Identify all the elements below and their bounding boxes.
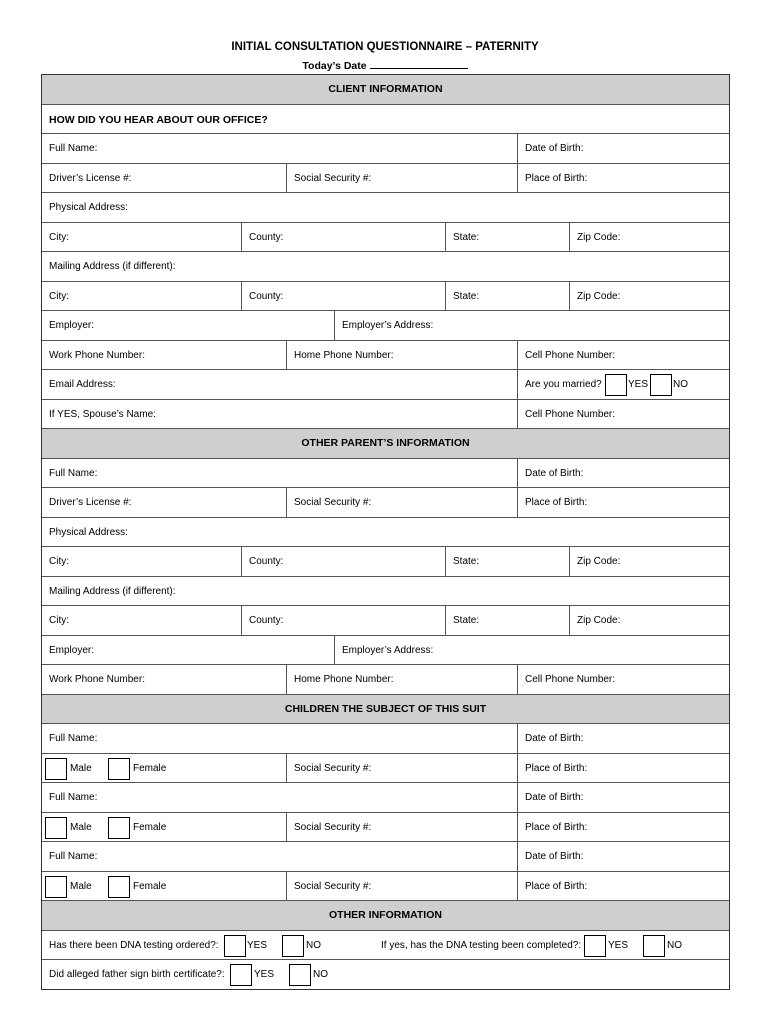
label: Full Name: [49,467,98,479]
married-cell [517,370,729,399]
label: City: [49,615,69,626]
label: Date of Birth: [525,143,584,154]
child-pob-field[interactable] [517,872,729,901]
label: Social Security #: [294,880,372,892]
yes-label: YES [247,939,268,951]
dna-completed-no-checkbox[interactable] [643,935,665,957]
label: City: [49,231,69,243]
city-field[interactable] [42,606,241,635]
client-email-row [42,370,729,400]
label: Social Security #: [294,821,372,833]
zip-field[interactable] [569,282,729,311]
label: If YES, Spouse’s Name: [49,408,156,420]
label: Date of Birth: [525,467,584,479]
label: Place of Birth: [525,880,588,892]
client-mailing-address-field[interactable] [42,252,729,282]
no-label: NO [306,939,321,951]
client-employer-row [42,311,729,341]
county-field[interactable] [241,282,446,311]
client-physical-address-field[interactable] [42,193,729,223]
county-field[interactable] [241,606,446,635]
spouse-name-field[interactable] [42,400,517,429]
state-field[interactable] [445,223,570,252]
parent-ssn-field[interactable] [286,488,518,517]
parent-dl-field[interactable] [42,488,286,517]
how-hear-label: HOW DID YOU HEAR ABOUT OUR OFFICE? [49,113,268,126]
female-label: Female [133,762,167,774]
married-no-checkbox[interactable] [650,374,672,396]
client-dl-field[interactable] [42,164,286,193]
label: Home Phone Number: [294,349,394,361]
gender-cell [42,813,286,842]
label: Place of Birth: [525,762,588,774]
label: Full Name: [49,733,98,744]
email-field[interactable] [42,370,517,399]
client-dob-field[interactable] [517,134,729,163]
label: County: [249,290,284,302]
zip-field[interactable] [569,547,729,576]
label: Mailing Address (if different): [49,585,176,597]
dna-testing-row [42,931,729,961]
todays-date [0,59,770,72]
home-phone-field[interactable] [286,341,518,370]
questionnaire-form [41,74,730,990]
yes-label: YES [254,969,275,980]
child-2-name-row [42,783,729,813]
parent-physical-address-field[interactable] [42,518,729,548]
label: Driver’s License #: [49,497,132,508]
child-full-name-field[interactable] [42,783,517,812]
child-ssn-field[interactable] [286,813,518,842]
birth-cert-label: Did alleged father sign birth certificate?: [49,969,225,980]
child-1-name-row [42,724,729,754]
work-phone-field[interactable] [42,665,286,694]
state-field[interactable] [445,282,570,311]
parent-dob-field[interactable] [517,459,729,488]
client-spouse-row [42,400,729,430]
label: Work Phone Number: [49,349,145,361]
label: Zip Code: [577,231,621,243]
employer-address-field[interactable] [334,311,729,340]
label: Zip Code: [577,615,621,626]
birth-cert-yes-checkbox[interactable] [230,964,252,986]
label: Zip Code: [577,290,621,302]
label: Full Name: [49,792,98,803]
city-field[interactable] [42,547,241,576]
male-checkbox[interactable] [45,817,67,839]
label: State: [453,290,480,302]
gender-cell [42,872,286,901]
male-label: Male [70,821,92,833]
zip-field[interactable] [569,606,729,635]
label: Email Address: [49,379,116,390]
parent-employer-row [42,636,729,666]
client-phone-row [42,341,729,371]
label: County: [249,231,284,243]
employer-field[interactable] [42,311,334,340]
section-title: OTHER INFORMATION [329,909,442,921]
parent-phone-row [42,665,729,695]
male-checkbox[interactable] [45,876,67,898]
no-label: NO [313,969,328,980]
parent-id-row [42,488,729,518]
label: Zip Code: [577,556,621,567]
cell-phone-field[interactable] [517,665,729,694]
label: Full Name: [49,143,98,154]
label: City: [49,290,69,302]
label: Full Name: [49,851,98,862]
client-pob-field[interactable] [517,164,729,193]
label: State: [453,231,480,243]
birth-cert-no-checkbox[interactable] [289,964,311,986]
client-mailing-city-row [42,282,729,312]
label: Cell Phone Number: [525,408,616,420]
todays-date-label: Today’s Date [302,60,367,72]
male-checkbox[interactable] [45,758,67,780]
client-name-row [42,134,729,164]
female-checkbox[interactable] [108,758,130,780]
label: State: [453,556,480,567]
label: Cell Phone Number: [525,349,616,361]
client-id-row [42,164,729,194]
no-label: NO [667,939,682,951]
married-yes-checkbox[interactable] [605,374,627,396]
child-dob-field[interactable] [517,724,729,753]
form-title: INITIAL CONSULTATION QUESTIONNAIRE – PATERNITY [231,41,539,53]
employer-field[interactable] [42,636,334,665]
child-dob-field[interactable] [517,783,729,812]
section-client-header [42,75,729,105]
label: Employer: [49,644,95,656]
label: Social Security #: [294,762,372,774]
section-other-info-header [42,901,729,931]
employer-address-field[interactable] [334,636,729,665]
child-pob-field[interactable] [517,754,729,783]
label: Driver’s License #: [49,172,132,184]
label: Date of Birth: [525,733,584,744]
home-phone-field[interactable] [286,665,518,694]
parent-pob-field[interactable] [517,488,729,517]
parent-full-name-field[interactable] [42,459,517,488]
label: Physical Address: [49,202,128,213]
state-field[interactable] [445,547,570,576]
dna-ordered-no-checkbox[interactable] [282,935,304,957]
child-ssn-field[interactable] [286,872,518,901]
label: Social Security #: [294,172,372,184]
todays-date-field[interactable] [370,59,468,69]
label: Employer’s Address: [342,644,434,656]
county-field[interactable] [241,223,446,252]
male-label: Male [70,880,92,892]
section-title: OTHER PARENT’S INFORMATION [301,437,470,449]
label: Employer’s Address: [342,320,434,331]
child-full-name-field[interactable] [42,842,517,871]
child-3-details-row [42,872,729,902]
birth-certificate-row [42,960,729,989]
county-field[interactable] [241,547,446,576]
label: Employer: [49,320,95,331]
client-full-name-field[interactable] [42,134,517,163]
dna-ordered-yes-checkbox[interactable] [224,935,246,957]
label: Place of Birth: [525,497,588,508]
work-phone-field[interactable] [42,341,286,370]
married-label: Are you married? [525,379,602,390]
dna-completed-label: If yes, has the DNA testing been completed?: [381,939,582,951]
child-ssn-field[interactable] [286,754,518,783]
section-children-header [42,695,729,725]
parent-mailing-city-row [42,606,729,636]
child-2-details-row [42,813,729,843]
zip-field[interactable] [569,223,729,252]
label: Physical Address: [49,526,128,538]
label: Date of Birth: [525,792,584,803]
cell-phone-field[interactable] [517,341,729,370]
label: County: [249,615,284,626]
gender-cell [42,754,286,783]
parent-physical-city-row [42,547,729,577]
label: Place of Birth: [525,821,588,833]
female-label: Female [133,821,167,833]
city-field[interactable] [42,223,241,252]
child-3-name-row [42,842,729,872]
city-field[interactable] [42,282,241,311]
client-ssn-field[interactable] [286,164,518,193]
female-checkbox[interactable] [108,817,130,839]
child-full-name-field[interactable] [42,724,517,753]
parent-name-row [42,459,729,489]
label: City: [49,556,69,567]
label: Social Security #: [294,497,372,508]
label: Place of Birth: [525,172,588,184]
section-other-parent-header [42,429,729,459]
child-dob-field[interactable] [517,842,729,871]
label: Cell Phone Number: [525,674,616,685]
yes-label: YES [608,939,629,951]
spouse-cell-phone-field[interactable] [517,400,729,429]
child-pob-field[interactable] [517,813,729,842]
male-label: Male [70,762,92,774]
female-label: Female [133,880,167,892]
section-title: CLIENT INFORMATION [328,83,443,95]
client-physical-city-row [42,223,729,253]
state-field[interactable] [445,606,570,635]
label: Mailing Address (if different): [49,261,176,272]
dna-completed-yes-checkbox[interactable] [584,935,606,957]
female-checkbox[interactable] [108,876,130,898]
label: County: [249,556,284,567]
label: Home Phone Number: [294,674,394,685]
section-title: CHILDREN THE SUBJECT OF THIS SUIT [284,702,487,715]
parent-mailing-address-field[interactable] [42,577,729,607]
label: Work Phone Number: [49,674,145,685]
yes-label: YES [628,379,649,390]
label: State: [453,615,480,626]
label: Date of Birth: [525,851,584,862]
dna-ordered-label: Has there been DNA testing ordered?: [49,939,219,951]
how-hear-row[interactable] [42,105,729,135]
child-1-details-row [42,754,729,784]
no-label: NO [673,379,688,390]
